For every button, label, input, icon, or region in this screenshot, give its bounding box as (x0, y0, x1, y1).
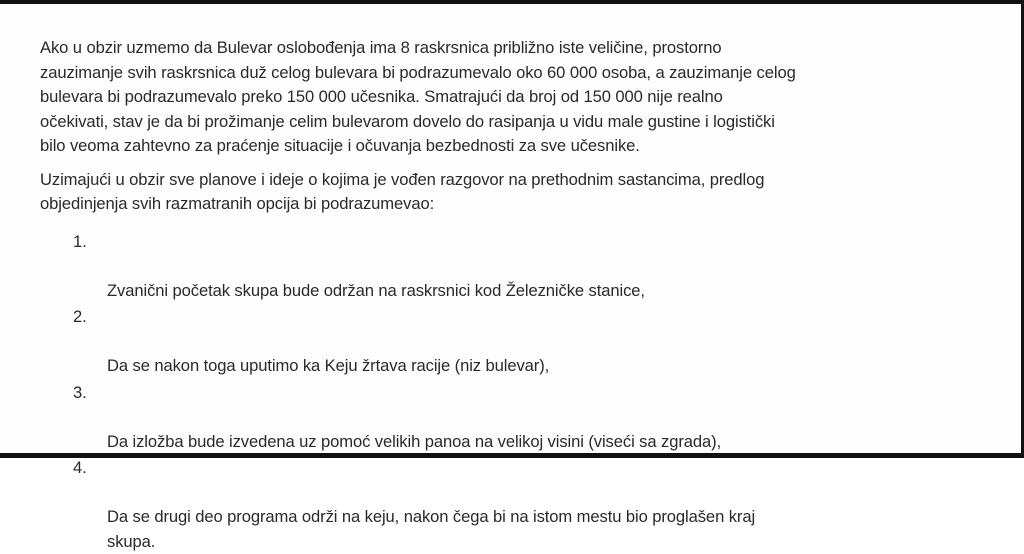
list-item-text: Da izložba bude izvedena uz pomoć velikih panoa na velikoj visini (viseći sa zgrada), (107, 432, 721, 451)
paragraph-proposal: Uzimajući u obzir sve planove i ideje o kojima je vođen razgovor na prethodnim sastancima, predlog objedinjenja svih razmatranih opcija bi podrazumevao: (40, 168, 970, 217)
list-item (40, 456, 970, 554)
list-item (40, 305, 970, 379)
paragraph-intro: Ako u obzir uzmemo da Bulevar oslobođenja ima 8 raskrsnica približno iste veličine, prostorno zauzimanje svih raskrsnica duž celog bulevara bi podrazumevalo oko 60 000 osoba, a zauzimanje celog bulevara bi podrazumevalo preko 150 000 učesnika. Smatrajući da broj od 150 000 nije realno očekivati, stav je da bi prožimanje celim bulevarom dovelo do rasipanja u vidu male gustine i logistički bilo veoma zahtevno za praćenje situacije i očuvanja bezbednosti za sve učesnike. (40, 36, 970, 159)
document-body (40, 36, 970, 554)
list-item-number: 4. (73, 456, 87, 481)
list-item (40, 230, 970, 304)
list-item-number: 3. (73, 381, 87, 406)
list-item (40, 381, 970, 455)
proposal-list (40, 230, 970, 554)
list-item-number: 1. (73, 230, 87, 255)
list-item-text: Da se drugi deo programa održi na keju, nakon čega bi na istom mestu bio proglašen kraj skupa. (107, 507, 755, 551)
list-item-text: Da se nakon toga uputimo ka Keju žrtava racije (niz bulevar), (107, 356, 549, 375)
list-item-text: Zvanični početak skupa bude održan na raskrsnici kod Železničke stanice, (107, 281, 645, 300)
list-item-number: 2. (73, 305, 87, 330)
